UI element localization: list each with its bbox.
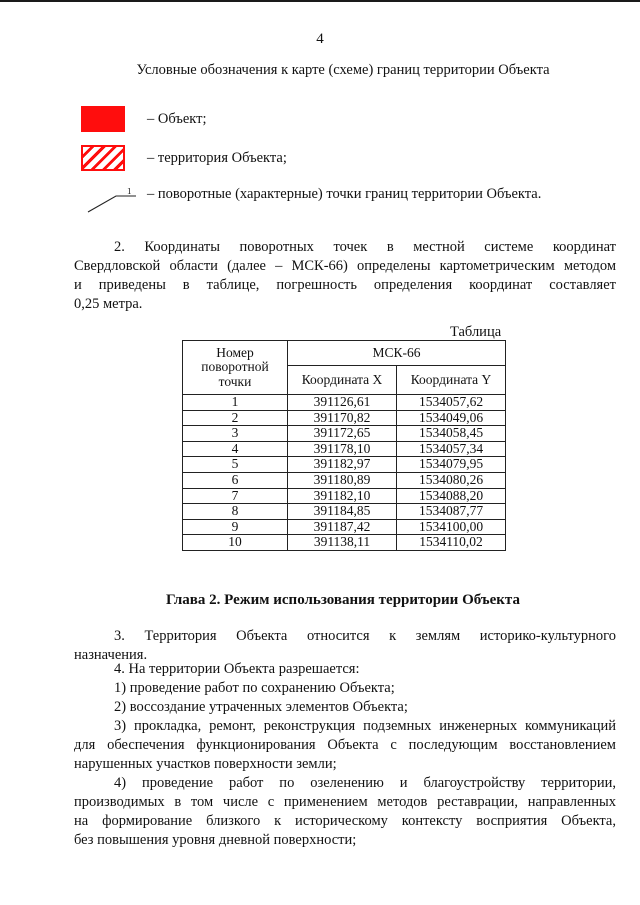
table-row: 10 391138,11 1534110,02 [183,535,506,551]
list-item-4-line-3: на формирование близкого к историческому контексту восприятия Объекта, [74,813,616,829]
table-row: 2 391170,82 1534049,06 [183,410,506,426]
table-row: 7 391182,10 1534088,20 [183,488,506,504]
table-row: 5 391182,97 1534079,95 [183,457,506,473]
list-item-4-line-4: без повышения уровня дневной поверхности; [74,832,357,848]
header-coordinate-y: Координата Y [397,366,506,395]
legend-title: Условные обозначения к карте (схеме) границ территории Объекта [136,62,550,78]
list-item-4-line-2: производимых в том числе с применением методов реставрации, направленных [74,794,616,810]
turning-point-marker-icon [86,188,138,214]
header-coordinate-x: Координата X [288,366,397,395]
paragraph-2-line-4: 0,25 метра. [74,296,143,312]
chapter-2-title: Глава 2. Режим использования территории Объекта [166,592,520,608]
legend-object-text: – Объект; [147,111,207,127]
header-point-number: Номер поворотной точки [183,341,288,395]
table-caption: Таблица [450,324,502,340]
list-item-3-line-2: для обеспечения функционирования Объекта с последующим восстановлением [74,737,616,753]
territory-legend-swatch [81,145,125,171]
legend-points-text: – поворотные (характерные) точки границ территории Объекта. [147,186,542,202]
list-item-4-line-1: 4) проведение работ по озеленению и благоустройству территории, [114,775,616,791]
list-item-2: 2) воссоздание утраченных элементов Объекта; [114,699,408,715]
page-number: 4 [316,31,324,47]
marker-label: 1 [127,188,132,196]
table-row: 9 391187,42 1534100,00 [183,519,506,535]
table-row: 6 391180,89 1534080,26 [183,472,506,488]
object-legend-swatch [81,106,125,132]
list-item-3-line-3: нарушенных участков поверхности земли; [74,756,337,772]
coordinates-table [182,340,506,551]
paragraph-2-line-2: Свердловской области (далее – МСК-66) определены картометрическим методом [74,258,616,274]
table-row: 4 391178,10 1534057,34 [183,441,506,457]
legend-territory-text: – территория Объекта; [147,150,287,166]
table-row: 1 391126,61 1534057,62 [183,395,506,411]
header-coordinate-system: МСК-66 [288,341,506,366]
scan-top-edge [0,0,640,2]
table-row: 8 391184,85 1534087,77 [183,504,506,520]
list-item-3-line-1: 3) прокладка, ремонт, реконструкция подземных инженерных коммуникаций [114,718,616,734]
table-row: 3 391172,65 1534058,45 [183,426,506,442]
paragraph-3-line-1: 3. Территория Объекта относится к землям историко-культурного [114,628,616,644]
paragraph-2-line-3: и приведены в таблице, погрешность определения координат составляет [74,277,616,293]
list-item-1: 1) проведение работ по сохранению Объекта; [114,680,395,696]
paragraph-4: 4. На территории Объекта разрешается: [114,661,360,677]
paragraph-3-line-2: назначения. [74,647,148,663]
paragraph-2-line-1: 2. Координаты поворотных точек в местной системе координат [114,239,616,255]
